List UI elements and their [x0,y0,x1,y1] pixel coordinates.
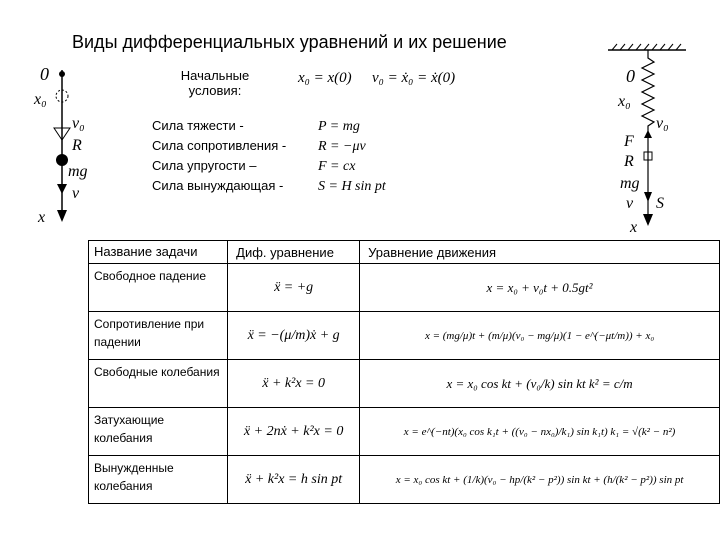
label-v: v [72,185,80,202]
label-f: F [624,133,634,150]
task-name: Свободные колебания [89,360,228,408]
label-s: S [656,195,664,212]
header-motion-eq: Уравнение движения [360,241,720,264]
motion-eq: x = x₀ + v₀t + 0.5gt² [360,264,720,312]
table-row [89,312,720,360]
label-v0: v₀ [72,115,85,132]
right-spring-diagram [600,42,710,238]
force-formula: P = mg [318,119,360,134]
force-formula: F = cx [318,159,356,174]
page-title: Виды дифференциальных уравнений и их решение [72,32,507,52]
label-v0: v₀ [656,115,669,132]
force-formula: R = −μv [318,139,366,154]
force-formula: S = H sin pt [318,179,386,194]
force-label: Сила вынуждающая - [152,178,284,193]
diff-eq: ẍ = +g [228,264,360,312]
forces-list [152,116,286,196]
table-header-row [89,241,720,264]
left-fall-diagram [30,62,110,232]
diff-eq: ẍ + 2nẋ + k²x = 0 [228,408,360,456]
equations-table [88,240,720,504]
header-diff-eq: Диф. уравнение [228,241,360,264]
header-task-name: Название задачи [89,241,228,264]
motion-eq: x = x₀ cos kt + (1/k)(v₀ − hp/(k² − p²)) sin kt + (h/(k² − p²)) sin pt [360,456,720,504]
label-mg: mg [68,163,88,180]
label-r: R [624,153,634,170]
label-x: x [38,209,46,226]
table-row [89,456,720,504]
label-r: R [72,137,82,154]
motion-eq: x = x₀ cos kt + (v₀/k) sin kt k² = c/m [360,360,720,408]
label-v: v [626,195,634,212]
task-name: Вынужденные колебания [89,456,228,504]
initial-conditions-label: Начальные условия: [180,68,250,98]
table-row [89,264,720,312]
motion-eq: x = e^(−nt)(x₀ cos k₁t + ((v₀ − nx₀)/k₁) sin k₁t) k₁ = √(k² − n²) [360,408,720,456]
force-label: Сила тяжести - [152,118,244,133]
motion-eq: x = (mg/μ)t + (m/μ)(v₀ − mg/μ)(1 − e^(−μt/m)) + x₀ [360,312,720,360]
force-label: Сила сопротивления - [152,138,287,153]
label-origin: 0 [626,66,635,86]
diff-eq: ẍ + k²x = 0 [228,360,360,408]
task-name: Свободное падение [89,264,228,312]
diff-eq: ẍ + k²x = h sin pt [228,456,360,504]
task-name: Затухающие колебания [89,408,228,456]
formula-x0: x₀ = x(0) [298,70,352,86]
task-name: Сопротивление при падении [89,312,228,360]
label-x: x [630,219,638,236]
formula-v0: v₀ = ẋ₀ = ẋ(0) [372,70,456,86]
label-x0: x₀ [618,93,631,110]
table-row [89,408,720,456]
table-row [89,360,720,408]
label-x0: x₀ [34,91,47,108]
label-origin: 0 [40,64,49,84]
diff-eq: ẍ = −(μ/m)ẋ + g [228,312,360,360]
label-mg: mg [620,175,640,192]
force-formulas [318,117,386,197]
force-label: Сила упругости – [152,158,257,173]
